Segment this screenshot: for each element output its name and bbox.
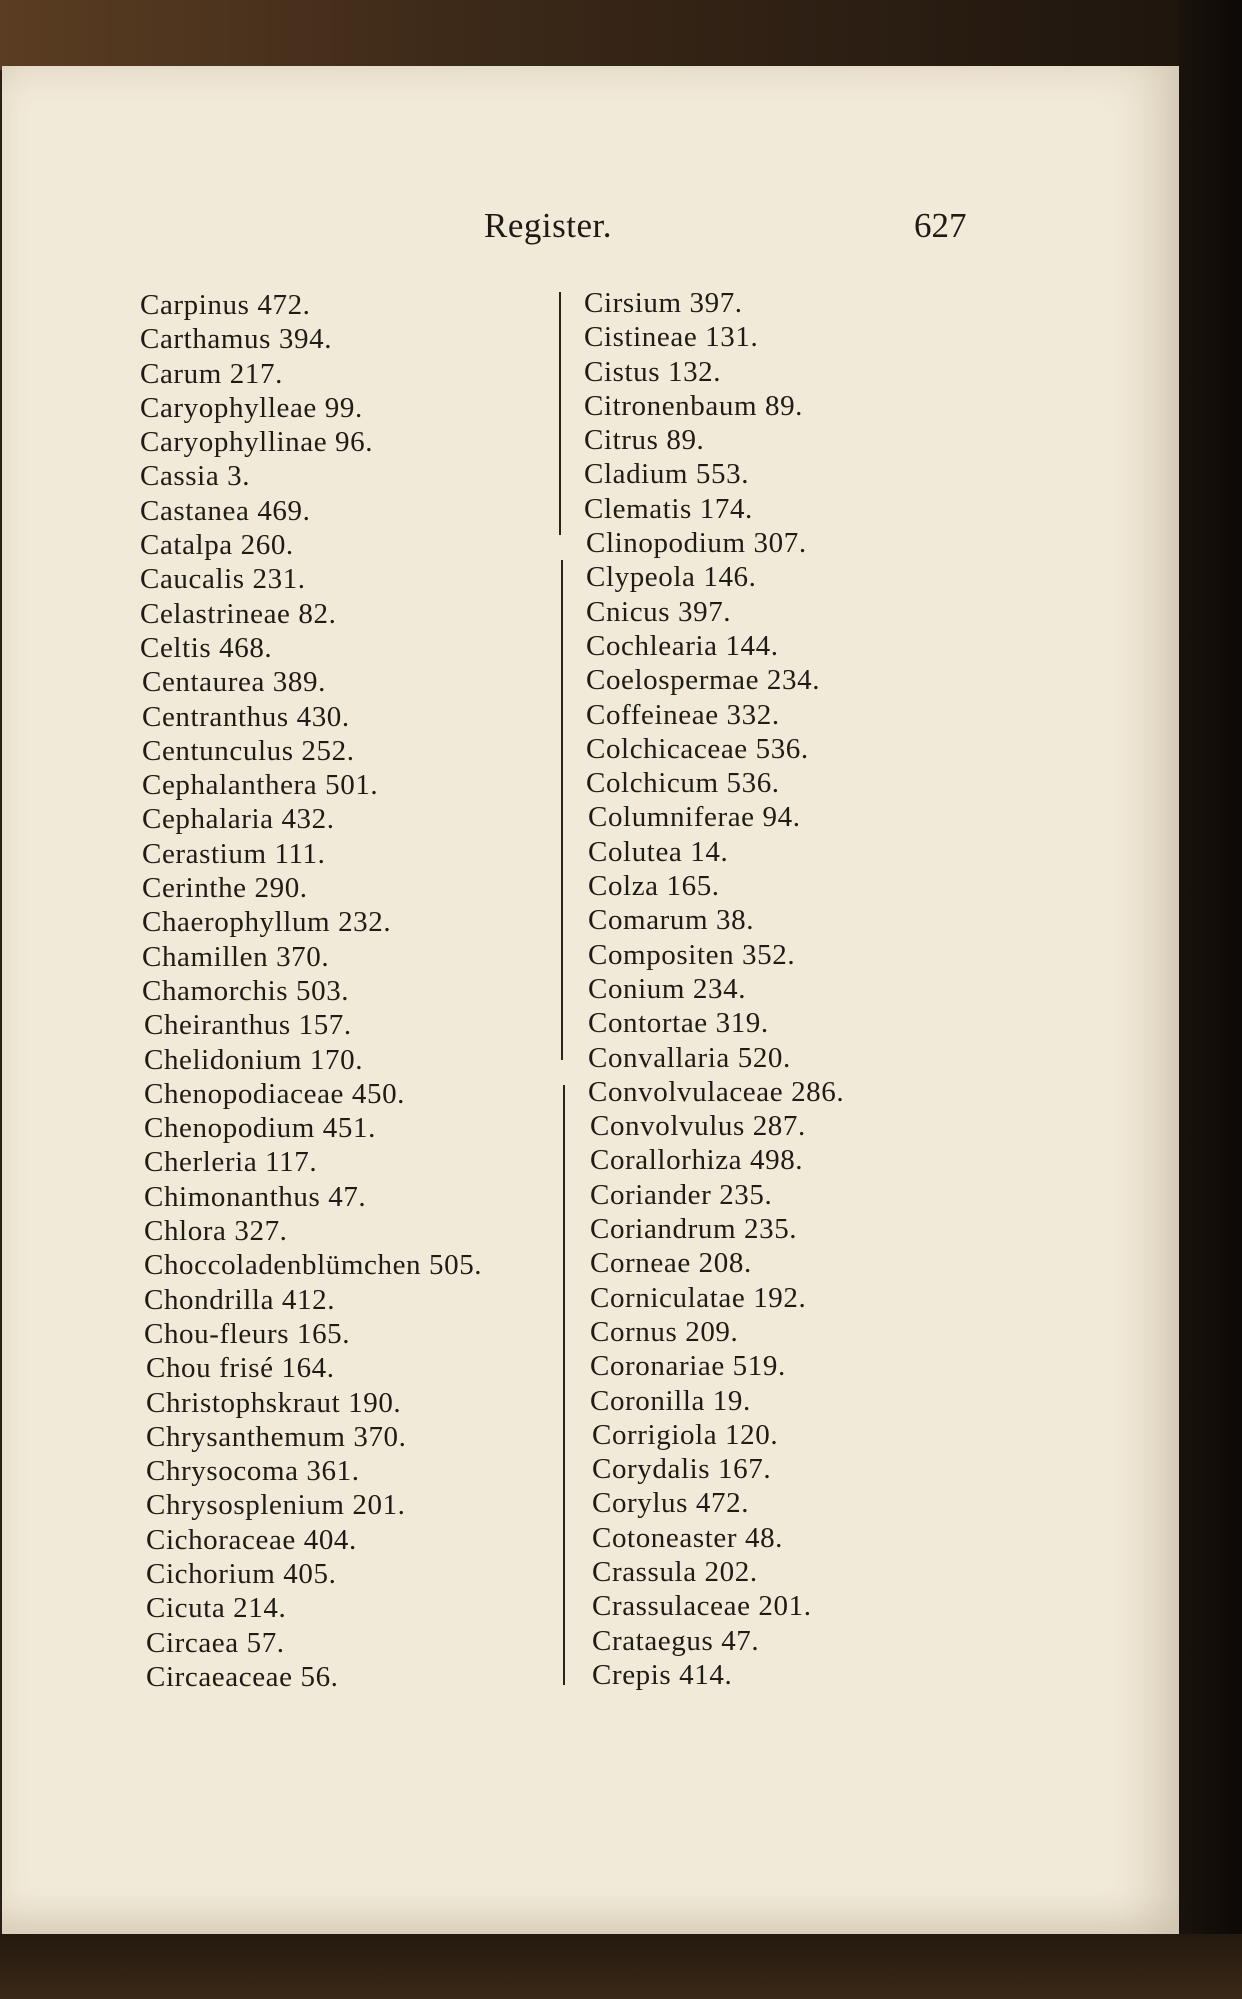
index-entry: Chimonanthus 47. (144, 1180, 367, 1213)
index-entry: Cichorium 405. (146, 1557, 337, 1590)
index-entry: Cerastium 111. (142, 837, 326, 870)
index-entry: Contortae 319. (588, 1007, 769, 1040)
index-entry: Cornus 209. (590, 1315, 739, 1348)
index-entry: Citronenbaum 89. (584, 389, 804, 422)
book-cover-edge (0, 0, 1242, 70)
index-entry: Colza 165. (588, 870, 720, 903)
index-entry: Choccoladenblümchen 505. (144, 1249, 483, 1282)
index-entry: Chondrilla 412. (144, 1283, 336, 1316)
index-entry: Corneae 208. (590, 1247, 752, 1280)
index-entry: Coriandrum 235. (590, 1213, 798, 1246)
index-entry: Circaea 57. (146, 1626, 285, 1659)
index-entry: Cladium 553. (584, 458, 750, 491)
index-entry: Cicuta 214. (146, 1592, 287, 1625)
index-entry: Corallorhiza 498. (590, 1144, 804, 1177)
index-entry: Coffeineae 332. (586, 698, 780, 731)
index-entry: Convolvulus 287. (590, 1110, 806, 1143)
column-divider (561, 560, 563, 1060)
index-entry: Crassulaceae 201. (592, 1590, 812, 1623)
index-entry: Chou frisé 164. (146, 1352, 335, 1385)
index-entry: Chrysanthemum 370. (146, 1420, 407, 1453)
index-entry: Conium 234. (588, 972, 747, 1005)
index-entry: Chrysosplenium 201. (146, 1489, 406, 1522)
index-entry: Centaurea 389. (142, 666, 326, 699)
index-entry: Corrigiola 120. (592, 1418, 779, 1451)
column-divider (559, 292, 561, 535)
index-entry: Crataegus 47. (592, 1624, 760, 1657)
index-entry: Carum 217. (140, 357, 283, 390)
index-entry: Chou-fleurs 165. (144, 1317, 351, 1350)
index-entry: Coelospermae 234. (586, 664, 821, 697)
index-entry: Carthamus 394. (140, 323, 333, 356)
index-entry: Colchicum 536. (586, 767, 780, 800)
index-entry: Cnicus 397. (586, 595, 732, 628)
column-divider (563, 1085, 565, 1685)
index-entry: Coriander 235. (590, 1178, 773, 1211)
index-entry: Compositen 352. (588, 938, 796, 971)
page-title: Register. (484, 206, 612, 245)
index-entry: Catalpa 260. (140, 529, 294, 562)
index-entry: Corniculatae 192. (590, 1281, 807, 1314)
index-entry: Cichoraceae 404. (146, 1523, 357, 1556)
index-entry: Columniferae 94. (588, 801, 801, 834)
index-column-right (584, 286, 844, 1692)
index-entry: Chamillen 370. (142, 940, 330, 973)
index-entry: Clypeola 146. (586, 561, 757, 594)
book-spine-shadow (1179, 0, 1242, 1999)
index-entry: Chaerophyllum 232. (142, 906, 392, 939)
index-entry: Comarum 38. (588, 904, 755, 937)
index-entry: Corylus 472. (592, 1487, 750, 1520)
index-entry: Christophskraut 190. (146, 1386, 402, 1419)
index-entry: Crepis 414. (592, 1658, 733, 1691)
index-entry: Chenopodium 451. (144, 1112, 376, 1145)
index-column-left (140, 288, 482, 1694)
index-entry: Cochlearia 144. (586, 629, 779, 662)
index-entry: Cheiranthus 157. (144, 1009, 352, 1042)
index-entry: Crassula 202. (592, 1555, 758, 1588)
index-entry: Clematis 174. (584, 492, 753, 525)
index-entry: Citrus 89. (584, 424, 705, 457)
page-number: 627 (914, 206, 967, 245)
index-entry: Cassia 3. (140, 460, 251, 493)
index-entry: Cherleria 117. (144, 1146, 318, 1179)
index-entry: Cistus 132. (584, 355, 722, 388)
index-entry: Cirsium 397. (584, 287, 743, 319)
index-entry: Cephalaria 432. (142, 803, 335, 836)
index-entry: Corydalis 167. (592, 1453, 772, 1486)
index-entry: Cephalanthera 501. (142, 769, 379, 802)
index-entry: Colchicaceae 536. (586, 732, 809, 765)
index-entry: Chlora 327. (144, 1215, 288, 1248)
index-entry: Convolvulaceae 286. (588, 1075, 845, 1108)
index-entry: Carpinus 472. (140, 289, 311, 321)
index-entry: Cistineae 131. (584, 321, 759, 354)
index-entry: Convallaria 520. (588, 1041, 791, 1074)
index-entry: Chrysocoma 361. (146, 1455, 360, 1488)
index-entry: Clinopodium 307. (586, 527, 807, 560)
index-entry: Coronilla 19. (590, 1384, 751, 1417)
index-entry: Cotoneaster 48. (592, 1521, 784, 1554)
index-entry: Chamorchis 503. (142, 974, 350, 1007)
index-entry: Celtis 468. (140, 631, 273, 664)
index-entry: Caryophylleae 99. (140, 391, 363, 424)
index-entry: Circaeaceae 56. (146, 1660, 339, 1693)
index-entry: Caucalis 231. (140, 563, 306, 596)
index-entry: Caryophyllinae 96. (140, 426, 374, 459)
index-entry: Chelidonium 170. (144, 1043, 364, 1076)
index-entry: Cerinthe 290. (142, 872, 308, 905)
index-entry: Coronariae 519. (590, 1350, 786, 1383)
index-entry: Castanea 469. (140, 494, 311, 527)
index-entry: Centranthus 430. (142, 700, 350, 733)
book-bottom-edge (0, 1934, 1242, 1999)
index-entry: Centunculus 252. (142, 734, 355, 767)
index-entry: Celastrineae 82. (140, 597, 337, 630)
index-entry: Colutea 14. (588, 835, 729, 868)
index-entry: Chenopodiaceae 450. (144, 1077, 406, 1110)
